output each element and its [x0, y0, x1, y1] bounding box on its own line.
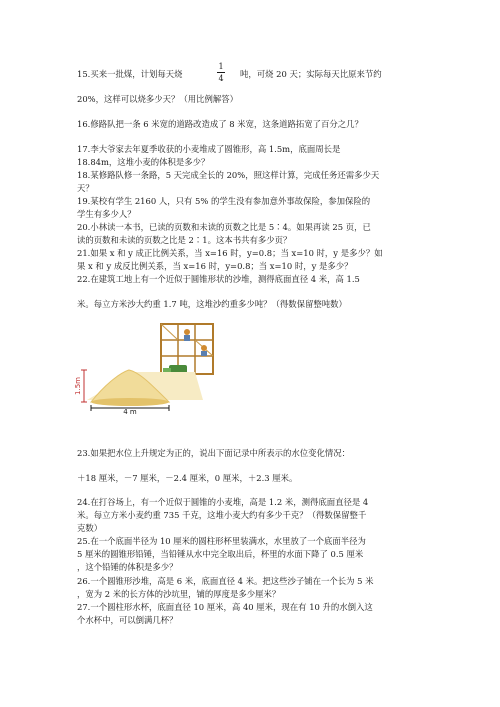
q24-line2: 米。每立方米小麦约重 735 千克，这堆小麦大约有多少千克？（得数保留整千 — [77, 510, 367, 520]
q17-line2: 18.84m，这堆小麦的体积是多少？ — [77, 157, 210, 167]
q26-line1: 26.一个圆锥形沙堆，高是 6 米，底面直径 4 米。把这些沙子铺在一个长为 5 米 — [77, 576, 374, 586]
fraction-denominator: 4 — [218, 74, 224, 83]
diameter-label: 4 m — [123, 408, 137, 416]
q25-line1: 25.在一个底面半径为 10 厘米的圆柱形杯里装满水，水里放了一个底面半径为 — [77, 536, 366, 546]
scaffold-illustration — [161, 324, 213, 374]
q18-line1: 18.某修路队修一条路，5 天完成全长的 20%，照这样计算，完成任务还需多少天 — [77, 170, 380, 180]
q23-values: ＋18 厘米，－7 厘米，－2.4 厘米，0 厘米，＋2.3 厘米。 — [77, 473, 298, 483]
fraction-bar — [217, 72, 225, 73]
height-label: 1.5m — [74, 377, 82, 395]
q19-line2: 学生有多少人？ — [77, 209, 136, 219]
fraction-numerator: 1 — [218, 62, 224, 71]
q21-line1: 21.如果 x 和 y 成正比例关系，当 x=16 时，y=0.8；当 x=10 时，y 是多少？如 — [77, 248, 383, 258]
q20-line2: 读的页数和未读的页数之比是 2∶1。这本书共有多少页？ — [77, 235, 292, 245]
diameter-dimension — [91, 405, 169, 416]
q22-line1: 22.在建筑工地上有一个近似于圆锥形状的沙堆，测得底面直径 4 米，高 1.5 — [77, 274, 360, 284]
q27-line1: 27.一个圆柱形水杯，底面直径 10 厘米，高 40 厘米，现在有 10 升的水倒入这 — [77, 602, 373, 612]
q20-line1: 20.小林读一本书，已读的页数和未读的页数之比是 5∶4。如果再读 25 页，已 — [77, 222, 371, 232]
height-dimension — [74, 370, 87, 402]
q26-line2: ，宽为 2 米的长方体的沙坑里，铺的厚度是多少厘米？ — [77, 589, 281, 599]
q25-line3: ，这个铅锤的体积是多少？ — [77, 562, 178, 572]
q16-text: 16.修路队把一条 6 米宽的道路改造成了 8 米宽，这条道路拓宽了百分之几？ — [77, 119, 363, 129]
q25-line2: 5 厘米的圆锥形铅锤，当铅锤从水中完全取出后，杯里的水面下降了 0.5 厘米 — [77, 549, 364, 559]
q27-line2: 个水杯中，可以倒满几杯？ — [77, 615, 178, 625]
q15-line2: 20%，这样可以烧多少天？（用比例解答） — [77, 94, 238, 104]
q18-line2: 天？ — [77, 183, 94, 193]
sand-pile-figure — [74, 322, 217, 416]
q17-line1: 17.李大爷家去年夏季收获的小麦堆成了圆锥形，高 1.5m，底面周长是 — [77, 144, 341, 154]
sand-pile-cone — [87, 370, 203, 406]
q23-text: 23.如果把水位上升规定为正的，说出下面记录中所表示的水位变化情况： — [77, 448, 350, 458]
fraction-quarter — [215, 62, 227, 83]
q19-line1: 19.某校有学生 2160 人，只有 5% 的学生没有参加意外事故保险，参加保险的 — [77, 196, 371, 206]
q24-line1: 24.在打谷场上，有一个近似于圆锥的小麦堆，高是 1.2 米，测得底面直径是 4 — [77, 497, 369, 507]
q15-line1: 15.买来一批煤，计划每天烧 — [77, 69, 183, 79]
q24-line3: 克数） — [77, 523, 103, 533]
q22-line2: 米。每立方米沙大约重 1.7 吨，这堆沙约重多少吨？（得数保留整吨数） — [77, 299, 347, 309]
q15-line1-cont: 吨，可烧 20 天；实际每天比原来节约 — [240, 69, 382, 79]
q21-line2: 果 x 和 y 成反比例关系，当 x=16 时，y=0.8；当 x=10 时，y 是多少？ — [77, 261, 353, 271]
